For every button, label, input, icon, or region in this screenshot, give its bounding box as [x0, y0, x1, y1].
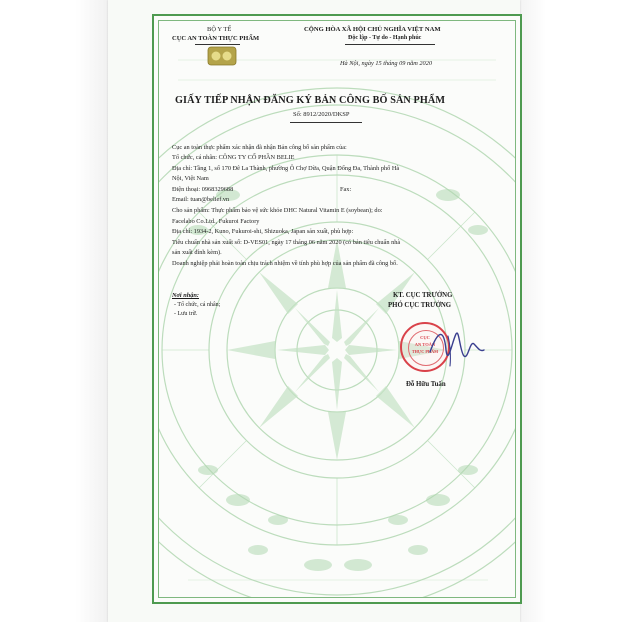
title-underline — [290, 122, 362, 123]
fax-label: Fax: — [340, 186, 352, 193]
date-line: Hà Nội, ngày 15 tháng 09 năm 2020 — [340, 60, 433, 67]
body-line-standard: Tiêu chuẩn nhà sản xuất số: D-VES01, ngày 17 tháng 06 năm 2020 (có bản tiêu chuẩn nhà — [172, 239, 401, 246]
signer-title-line2: PHÓ CỤC TRƯỞNG — [388, 302, 452, 309]
body-line-manufacturer: Facelabo Co.Ltd., Fukuroi Factory — [172, 218, 260, 225]
department-underline — [195, 44, 240, 45]
department-name: CỤC AN TOÀN THỰC PHẨM — [172, 35, 260, 42]
seal-text-line1: CỤC — [420, 335, 430, 340]
signer-name: Đỗ Hữu Tuấn — [406, 381, 446, 388]
national-motto: Độc lập - Tự do - Hạnh phúc — [348, 35, 422, 41]
recipients-heading: Nơi nhận: — [172, 292, 200, 299]
body-line-product: Cho sản phẩm: Thực phẩm bảo vệ sức khỏe DHC Natural Vitamin E (soybean); do: — [172, 207, 383, 214]
body-line-manufacturer-address: Địa chỉ: 1934-2, Kuno, Fukuroi-shi, Shizuoka, Japan sản xuất, phù hợp: — [172, 228, 354, 235]
body-line-address-cont: Nội, Việt Nam — [172, 175, 209, 182]
body-line-phone: Điện thoại: 0968329688 — [172, 186, 234, 193]
body-line-email: Email: tuan@belief.vn — [172, 196, 230, 203]
seal-text-line2: AN TOÀN — [414, 342, 436, 347]
background-left — [0, 0, 108, 622]
body-line-intro: Cục an toàn thực phẩm xác nhận đã nhận Bản công bố sản phẩm của: — [172, 144, 347, 151]
inner-border — [158, 20, 516, 598]
background-right — [514, 0, 622, 622]
recipient-item: - Tổ chức, cá nhân; — [174, 302, 221, 308]
motto-underline — [345, 44, 435, 45]
body-line-address: Địa chỉ: Tầng 1, số 170 Đê La Thành, phường Ô Chợ Dừa, Quận Đống Đa, Thành phố Hà — [172, 165, 400, 172]
document-number: Số: 8912/2020/DKSP — [293, 111, 350, 118]
ministry-name: BỘ Y TẾ — [207, 26, 232, 33]
seal-emblem-icon — [207, 46, 237, 66]
signer-title-line1: KT. CỤC TRƯỞNG — [393, 292, 453, 299]
recipient-item: - Lưu trữ. — [174, 311, 198, 317]
body-line-standard-cont: sản xuất đính kèm). — [172, 249, 222, 256]
body-line-organization: Tổ chức, cá nhân: CÔNG TY CỔ PHẦN BELIE — [172, 154, 295, 161]
document-title: GIẤY TIẾP NHẬN ĐĂNG KÝ BẢN CÔNG BỐ SẢN PHẨM — [175, 95, 446, 106]
national-name: CỘNG HÒA XÃ HỘI CHỦ NGHĨA VIỆT NAM — [304, 26, 441, 33]
body-line-responsibility: Doanh nghiệp phải hoàn toàn chịu trách nhiệm về tính phù hợp của sản phẩm đã công bố. — [172, 260, 398, 267]
handwritten-signature — [426, 322, 486, 372]
seal-text-line3: THỰC PHẨM — [411, 349, 439, 354]
